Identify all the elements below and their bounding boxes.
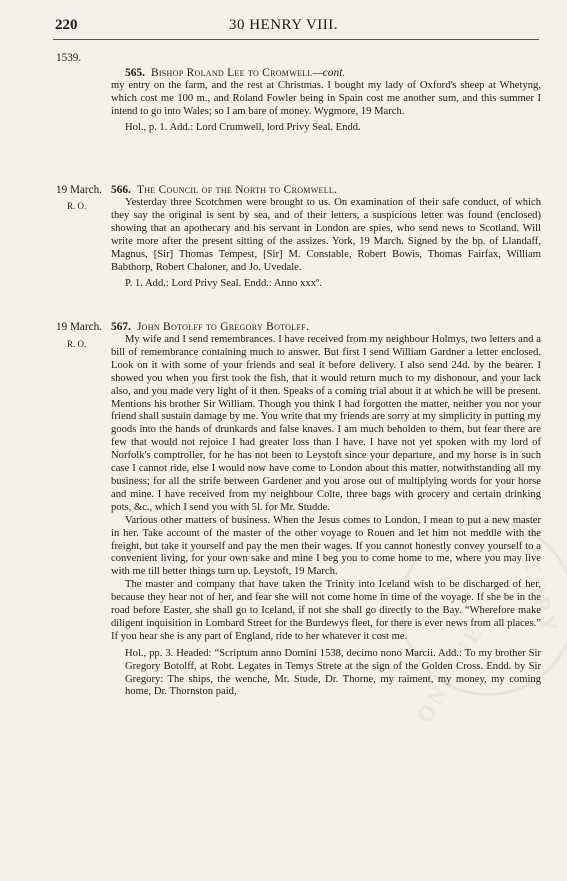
entry-565 [111,66,541,135]
margin-date-566: 19 March. [56,184,102,196]
entry-title: Bishop Roland Lee to Cromwell [150,67,313,79]
entry-567-heading [111,320,541,334]
margin-date-567: 19 March. [56,321,102,333]
entry-567 [111,320,541,699]
margin-year: 1539. [56,52,82,64]
margin-ref-566: R. O. [67,201,87,211]
entry-body: my entry on the farm, and the rest at Christmas. I bought my lady of Oxford's sheep at Whetyng, which cost me 100 m., and Roland Fowler being in Spain cost me another sum, and this summer I intend to go into Wales; so I am bare of money. Wygmore, 19 March. [111,80,541,117]
entry-paragraph-3: The master and company that have taken the Trinity into Iceland wish to be discharged of her, because they hear not of her, and fear she will not come home in time of the voyage. If she be in the road before Easter, she shall go to Iceland, if not she shall go directly to the Bay. “Wherefore make diligent inquisition in Lombard Street for the Burdewys fleet, for there is ever news from all places.” If you hear she is any part of England, ride to her whatever it cost me. [111,579,541,642]
watermark-text-b: ONLINE [411,618,489,727]
header-rule [53,39,539,40]
entry-number: 567. [111,321,131,333]
running-title: 30 HENRY VIII. [228,17,339,33]
entry-title-suffix: —cont. [312,67,346,79]
page-number: 220 [55,17,78,33]
entry-number: 566. [111,184,131,196]
entry-title: The Council of the North to Cromwell. [136,184,338,196]
entry-title: John Botolff to Gregory Botolff. [136,321,310,333]
entry-paragraph-2: Various other matters of business. When the Jesus comes to London, I mean to put a new master in her. Take account of the master of the other voyage to Rouen and let him not meddle with the freight, but take it yourself and pay the men their wages. If you cannot honestly convey yourself to a convenient living, for your own sake and mine I beg you to come home to me, where you may live with me till better things turn up. Leystoft, 19 March. [111,514,541,578]
entry-body: Yesterday three Scotchmen were brought to us. On examination of their safe conduct, of which they say the original is sent by sea, and of their letters, a suspicious letter was found (enclosed) showing that an apothecary and his servant in London are spies, who send news to Scotland. Will write more after the present sitting of the assizes. York, 19 March. Signed by the bp. of Llandaff, Magnus, [Sir] Thomas Tempest, [Sir] M. Constable, Robert Bowis, Thomas Fairfax, William Babthorp, Robert Chaloner, and Jo. Uvedale. [111,197,541,273]
entry-565-heading [111,66,541,80]
entry-number: 565. [125,67,145,79]
entry-note: P. 1. Add.: Lord Privy Seal. Endd.: Anno xxxº. [125,278,322,290]
entry-note: Hol., p. 1. Add.: Lord Crumwell, lord Privy Seal. Endd. [125,121,361,133]
margin-ref-567: R. O. [67,339,87,349]
watermark-text-a: HISTORY [505,507,564,639]
entry-566-heading [111,183,541,197]
entry-note: Hol., pp. 3. Headed: “Scriptum anno Domini 1538, decimo nono Marcii. Add.: To my brother Sir Gregory Botolff, at Robt. Legates in Temys Strete at the sign of the Golden Cross. Endd. by Sir Gregory: The ships, the wenche, Mr. Stude, Dr. Thorne, my raiment, my money, my coming home, Dr. Thornston paid, [125,647,541,698]
entry-paragraph-1: My wife and I send remembrances. I have received from my neighbour Holmys, two letters and a bill of remembrance containing much to answer. But first I send William Gardner a letter enclosed. Look on it with some of your friends and seal it before delivery. I also send 24d. by the bearer. I showed you when you first took the fish, that it would return much to my dishonour, and your lack also, and you made very light of it then. Speaks of a coming trial about it at which he will be present. Mentions his brother Sir William. Though you think I had forgotten the matter, neither you nor your friend shall sustain damage by me. You write that my friends are sorry at my simplicity in putting my goods into the hands of drunkards and false knaves. I am much beholden to them, but fear there are few that would not rejoice I had greater loss than I have. I have not yet spoken with my lord of Norfolk's comptroller, for he has not been to Leystoft since your departure, and my horse is in such case I cannot ride, else I would now have come to London about this matter, notwithstanding all my business; for all the strife between Gardener and you arose out of multiplying words for your horse and mine. I have received from my neighbour Colte, three bags with grocery and certain drinking pots, &c., which I send you with 5l. for Mr. Studde. [111,334,541,513]
page-header [0,17,567,39]
entry-566 [111,183,541,291]
